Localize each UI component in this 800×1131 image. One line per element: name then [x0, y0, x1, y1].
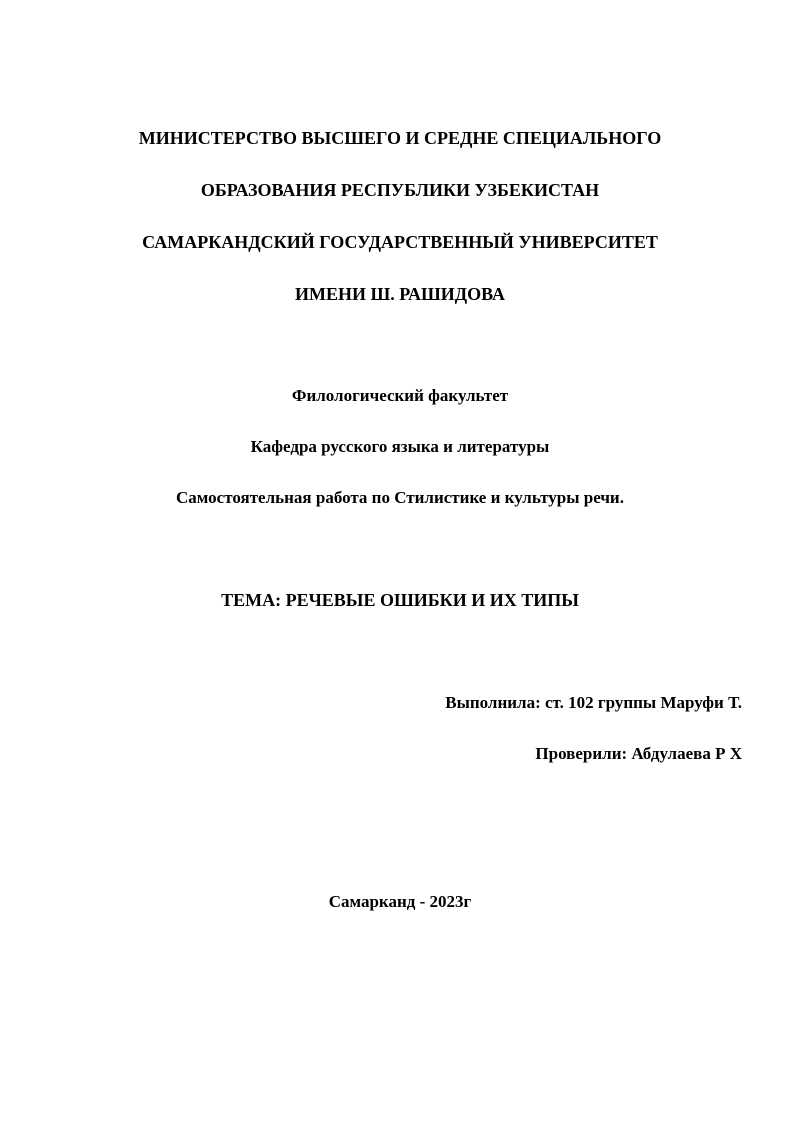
ministry-line-2: ОБРАЗОВАНИЯ РЕСПУБЛИКИ УЗБЕКИСТАН	[200, 180, 600, 200]
faculty-name: Филологический факультет	[291, 386, 509, 405]
university-line-2: ИМЕНИ Ш. РАШИДОВА	[295, 284, 505, 304]
university-line-1: САМАРКАНДСКИЙ ГОСУДАРСТВЕННЫЙ УНИВЕРСИТЕТ	[142, 232, 658, 252]
reviewer-line: Проверили: Абдулаева Р Х	[535, 744, 742, 763]
topic-title: ТЕМА: РЕЧЕВЫЕ ОШИБКИ И ИХ ТИПЫ	[221, 590, 579, 610]
author-line: Выполнила: ст. 102 группы Маруфи Т.	[445, 693, 742, 712]
ministry-line-1: МИНИСТЕРСТВО ВЫСШЕГО И СРЕДНЕ СПЕЦИАЛЬНОГО	[138, 128, 662, 148]
city-year: Самарканд - 2023г	[328, 892, 472, 911]
work-type: Самостоятельная работа по Стилистике и культуры речи.	[176, 488, 624, 507]
department-name: Кафедра русского языка и литературы	[250, 437, 550, 456]
